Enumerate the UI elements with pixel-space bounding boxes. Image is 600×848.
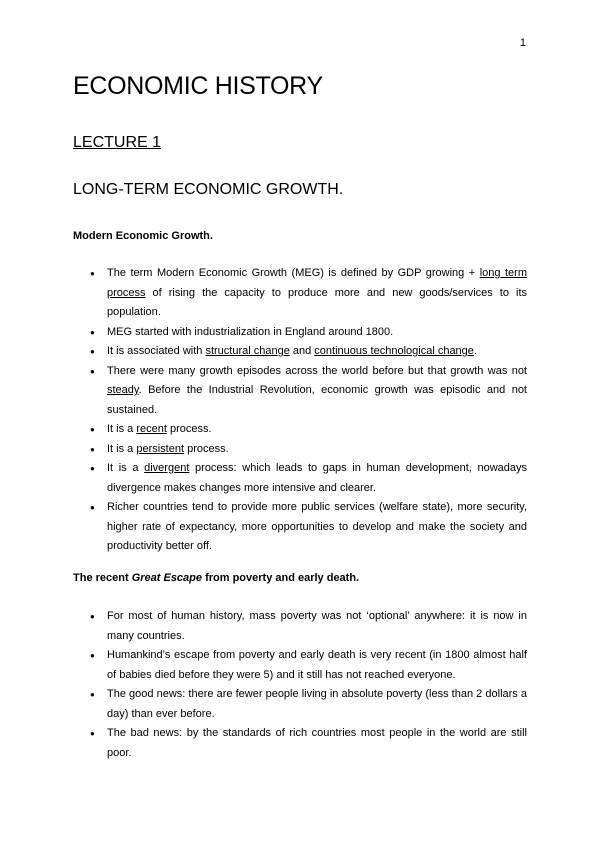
- list-item: ● For most of human history, mass poverty was not ‘optional’ anywhere: it is now in many countries.: [90, 607, 527, 646]
- lecture-heading: LECTURE 1: [73, 134, 162, 151]
- list-item: ● The bad news: by the standards of rich countries most people in the world are still poor.: [90, 724, 527, 763]
- list-item: ● The good news: there are fewer people living in absolute poverty (less than 2 dollars a day) than ever before.: [90, 685, 527, 724]
- list-item: ● It is a divergent process: which leads to gaps in human development, nowadays divergence makes changes more intensive and clearer.: [90, 459, 527, 498]
- lecture-subtitle: LONG-TERM ECONOMIC GROWTH.: [73, 181, 344, 198]
- section-heading-meg: Modern Economic Growth.: [73, 230, 213, 242]
- list-item: ● It is a recent process.: [90, 420, 527, 440]
- great-escape-emphasis: Great Escape: [131, 572, 203, 584]
- list-item: ● Humankind’s escape from poverty and early death is very recent (in 1800 almost half of babies died before they were 5) and it still has not reached everyone.: [90, 646, 527, 685]
- list-item: ● Richer countries tend to provide more public services (welfare state), more security, higher rate of expectancy, more opportunities to develop and make the society and productivity better off.: [90, 498, 527, 557]
- document-title: ECONOMIC HISTORY: [73, 72, 323, 100]
- list-item: ● MEG started with industrialization in England around 1800.: [90, 323, 527, 343]
- list-item: ● It is associated with structural change and continuous technological change.: [90, 342, 527, 362]
- list-item: ● There were many growth episodes across the world before but that growth was not steady. Before the Industrial Revolution, economic growth was episodic and not sustained.: [90, 362, 527, 421]
- section-heading-great-escape: The recent Great Escape from poverty and early death.: [73, 572, 360, 584]
- list-item: ● It is a persistent process.: [90, 440, 527, 460]
- great-escape-bullet-list: [90, 607, 527, 763]
- list-item: ● The term Modern Economic Growth (MEG) is defined by GDP growing + long term process of rising the capacity to produce more and new goods/services to its population.: [90, 264, 527, 323]
- page-number: 1: [519, 37, 526, 49]
- meg-bullet-list: [90, 264, 527, 557]
